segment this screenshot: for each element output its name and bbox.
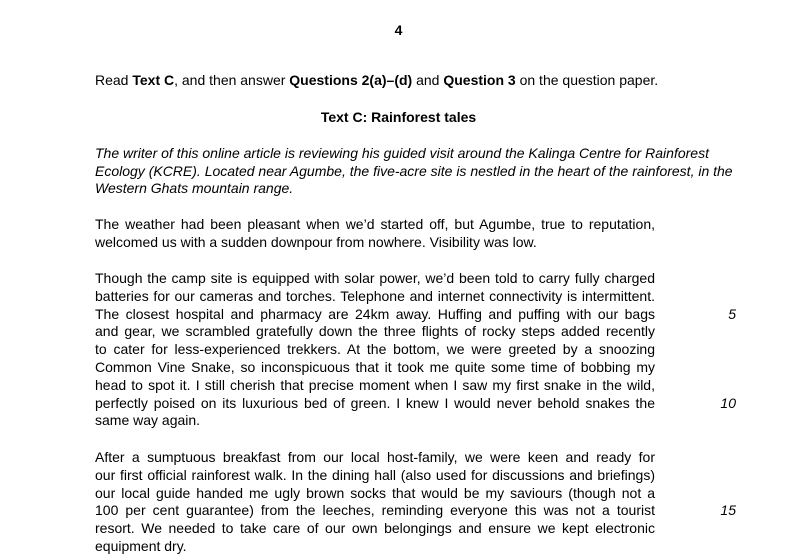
text-line: equipment dry.: [95, 537, 187, 554]
text-line: head to spot it. I still cherish that precise moment when I saw my first snake in the wild,: [95, 376, 655, 393]
instruction-text: Read Text C, and then answer Questions 2(a)–(d) and Question 3 on the question paper.: [95, 72, 659, 88]
line-number-15: 15: [720, 502, 736, 518]
text-line: our first official rainforest walk. In the dining hall (also used for discussions and briefings): [95, 466, 655, 483]
text-line: resort. We needed to take care of our own belongings and ensure we kept electronic: [95, 520, 655, 537]
questions-ref: Questions 2(a)–(d): [289, 72, 413, 88]
text-line: 100 per cent guarantee) from the leeches, reminding everyone this was not a tourist: [95, 502, 655, 519]
paragraph-2: [95, 270, 655, 430]
text-c-ref: Text C: [132, 72, 175, 88]
text-line: welcomed us with a sudden downpour from nowhere. Visibility was low.: [95, 233, 537, 250]
line-number-10: 10: [720, 395, 736, 411]
paragraph-1: [95, 216, 655, 252]
text-line: The weather had been pleasant when we’d started off, but Agumbe, true to reputation,: [95, 216, 655, 232]
line-number-5: 5: [728, 306, 736, 322]
question3-ref: Question 3: [443, 72, 516, 88]
paragraph-3: [95, 449, 655, 556]
text-line: to cater for less-experienced trekkers. At the bottom, we were greeted by a snoozing: [95, 341, 655, 358]
text-line: same way again.: [95, 412, 201, 429]
page-number: 4: [394, 22, 403, 38]
text-title: Text C: Rainforest tales: [320, 109, 477, 125]
text-line: Though the camp site is equipped with solar power, we’d been told to carry fully charged: [95, 270, 655, 286]
text-line: batteries for our cameras and torches. Telephone and internet connectivity is intermittent.: [95, 287, 655, 304]
text-line: our local guide handed me ugly brown socks that would be my saviours (though not a: [95, 484, 655, 501]
text-line: After a sumptuous breakfast from our local host-family, we were keen and ready for: [95, 449, 655, 465]
text-line: and gear, we scrambled gratefully down the three flights of rocky steps added recently: [95, 323, 655, 340]
text-line: Common Vine Snake, so inconspicuous that it took me quite some time of bobbing my: [95, 358, 655, 375]
intro-paragraph: The writer of this online article is reviewing his guided visit around the Kalinga Centre for Rainforest Ecology (KCRE). Located near Agumbe, the five-acre site is nestled in the heart of the rainforest, in the Western Ghats mountain range.: [95, 145, 733, 196]
text-line: The closest hospital and pharmacy are 24km away. Huffing and puffing with our bags: [95, 305, 655, 322]
text-line: perfectly poised on its luxurious bed of green. I knew I would never behold snakes the: [95, 394, 655, 411]
